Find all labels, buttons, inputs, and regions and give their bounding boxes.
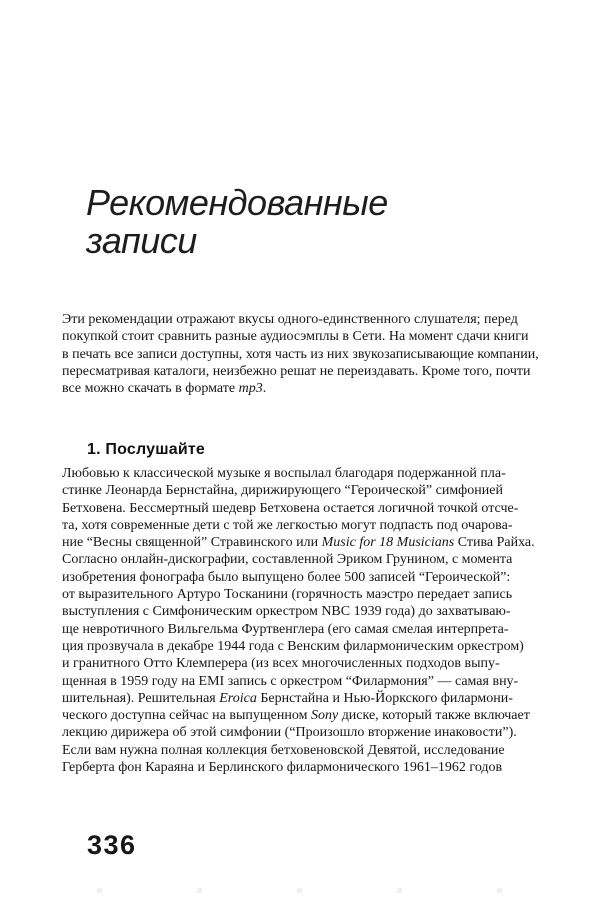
text-run: ние “Весны священной” Стравинского или (62, 535, 322, 551)
text-line (62, 603, 541, 620)
text-run: ще невротичного Вильгельма Фуртвенглера (его самая смелая интерпрета- (62, 621, 509, 637)
text-run: ция прозвучала в декабре 1944 года с Венским филармоническим оркестром) (62, 638, 524, 654)
text-line (62, 517, 541, 534)
text-run: покупкой стоит сравнить разные аудиосэмплы в Сети. На момент сдачи книги (62, 329, 529, 345)
text-line (62, 380, 541, 397)
text-run: от выразительного Артуро Тосканини (горячность маэстро передает запись (62, 587, 513, 603)
text-line (62, 363, 541, 380)
scan-artifact-dots (97, 888, 552, 893)
text-run: записи (86, 220, 197, 262)
chapter-title (86, 184, 388, 260)
text-line (62, 465, 541, 482)
text-run: Бетховена. Бессмертный шедевр Бетховена остается логичной точкой отсче- (62, 500, 519, 516)
text-line (62, 551, 541, 568)
text-line (62, 673, 541, 690)
text-run: Любовью к классической музыке я воспылал благодаря подержанной пла- (62, 466, 506, 481)
text-line (62, 690, 541, 707)
text-line (62, 500, 541, 517)
text-run: пересматривая каталоги, неизбежно решат не переиздавать. Кроме того, почти (62, 363, 531, 379)
italic-text-run: mp3 (238, 381, 263, 397)
text-line (62, 346, 541, 363)
text-line (62, 742, 541, 759)
text-line (62, 655, 541, 672)
text-run: Бернстайна и Нью-Йоркского филармони- (256, 690, 513, 706)
text-run: диске, который также включает (338, 708, 530, 724)
text-line (62, 482, 541, 499)
text-run: стинке Леонарда Бернстайна, дирижирующего “Героической” симфонией (62, 483, 503, 499)
text-run: Эти рекомендации отражают вкусы одного-единственного слушателя; перед (62, 312, 518, 327)
page-number: 336 (87, 830, 137, 860)
text-run: Согласно онлайн-дискографии, составленной Эриком Грунином, с момента (62, 552, 513, 568)
text-run: все можно скачать в формате (62, 381, 239, 397)
text-line (62, 759, 541, 776)
italic-text-run: Eroica (219, 690, 257, 706)
italic-text-run: Sony (310, 708, 339, 724)
text-run: Рекомендованные (86, 182, 388, 224)
text-line (62, 638, 541, 655)
section-heading: 1. Послушайте (87, 441, 206, 459)
text-line (62, 534, 541, 551)
text-line (86, 184, 388, 222)
text-run: лекцию дирижера об этой симфонии (“Произошло вторжение инаковости”). (62, 725, 517, 741)
text-run: ческого доступна сейчас на выпущенном (62, 708, 311, 724)
text-run: . (262, 381, 267, 397)
text-line (62, 311, 541, 328)
text-run: изобретения фонографа было выпущено более 500 записей “Героической”: (62, 569, 511, 585)
text-line (62, 586, 541, 603)
text-run: и гранитного Отто Клемперера (из всех многочисленных подходов выпу- (62, 656, 500, 672)
text-line (62, 328, 541, 345)
italic-text-run: Music for 18 Musicians (321, 535, 455, 551)
text-line (62, 621, 541, 638)
text-run: в печать все записи доступны, хотя часть из них звукозаписывающие компании, (62, 346, 539, 362)
body-paragraph (62, 465, 541, 776)
text-line (62, 707, 541, 724)
intro-paragraph (62, 311, 541, 397)
text-run: шительная). Решительная (62, 690, 220, 706)
text-line (62, 724, 541, 741)
text-run: Герберта фон Караяна и Берлинского филармонического 1961–1962 годов (62, 760, 503, 776)
text-run: Если вам нужна полная коллекция бетховеновской Девятой, исследование (62, 742, 505, 758)
text-run: щенная в 1959 году на EMI запись с оркестром “Филармония” — самая вну- (62, 673, 519, 689)
text-run: выступления с Симфоническим оркестром NBC 1939 года) до захватываю- (62, 604, 511, 620)
text-run: Стива Райха. (454, 535, 535, 551)
text-line (62, 569, 541, 586)
text-run: та, хотя современные дети с той же легкостью могут подпасть под очарова- (62, 517, 513, 533)
text-line (86, 222, 388, 260)
